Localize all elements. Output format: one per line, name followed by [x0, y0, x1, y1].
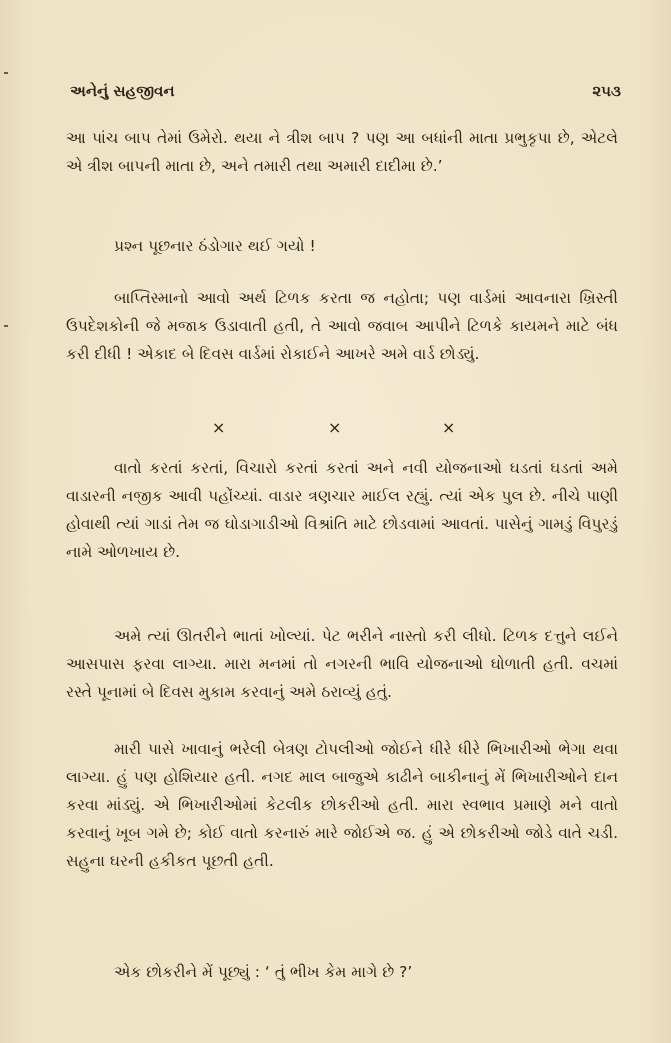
paragraph-1: આ પાંચ બાપ તેમાં ઉમેરો. થયા ને ત્રીશ બાપ ? પણ આ બધાંની માતા પ્રભુકૃપા છે, એટલે એ ત્રીશ બાપની માતા છે, અને તમારી તથા અમારી દાદીમા છે.’: [66, 129, 618, 175]
paragraph-6: મારી પાસે ખાવાનું ભરેલી બેત્રણ ટોપલીઓ જોઈને ધીરે ધીરે ભિખારીઓ ભેગા થવા લાગ્યા. હું પણ હોશિયાર હતી. નગદ માલ બાજુએ કાઢીને બાકીનાનું મેં ભિખારીઓને દાન કરવા માંડ્યું. એ ભિખારીઓમાં કેટલીક છોકરીઓ હતી. મારા સ્વભાવ પ્રમાણે મને વાતો કરવાનું ખૂબ ગમે છે; કોઈ વાતો કરનારું મારે જોઈએ જ. હું એ છોકરીઓ જોડે વાતે ચડી. સહુના ઘરની હકીકત પૂછતી હતી.: [66, 740, 618, 870]
page-edge-mark: [4, 325, 8, 327]
paragraph-7: એક છોકરીને મેં પૂછ્યું : ‘ તું ભીખ કેમ માગે છે ?’: [114, 963, 413, 981]
section-separator: [0, 418, 671, 442]
page-edge-mark: [4, 72, 8, 74]
page-number: ૨૫૩: [592, 82, 621, 100]
separator-mark: ×: [212, 418, 226, 437]
paragraph-4: વાતો કરતાં કરતાં, વિચારો કરતાં કરતાં અને નવી યોજનાઓ ઘડતાં ઘડતાં અમે વાડારની નજીક આવી પહોંચ્યાં. વાડાર ત્રણચાર માઈલ રહ્યું. ત્યાં એક પુલ છે. નીચે પાણી હોવાથી ત્યાં ગાડાં તેમ જ ઘોડાગાડીઓ વિશ્રાંતિ માટે છોડવામાં આવતાં. પાસેનું ગામડું વિપુરડું નામે ઓળખાય છે.: [66, 459, 618, 561]
page-header: [70, 82, 621, 108]
paragraph-2: પ્રશ્ન પૂછનાર ઠંડોગાર થઈ ગયો !: [114, 237, 316, 255]
paragraph-5: અમે ત્યાં ઊતરીને ભાતાં ખોલ્યાં. પેટ ભરીને નાસ્તો કરી લીધો. ટિળક દત્તુને લઈને આસપાસ ફરવા લાગ્યા. મારા મનમાં તો નગરની ભાવિ યોજનાઓ ઘોળાતી હતી. વચમાં રસ્તે પૂનામાં બે દિવસ મુકામ કરવાનું અમે ઠરાવ્યું હતું.: [66, 627, 618, 701]
running-head: અનેનું સહજીવન: [70, 82, 175, 100]
paragraph-3: બાપ્તિસ્માનો આવો અર્થ ટિળક કરતા જ નહોતા; પણ વાર્ડમાં આવનારા ખ્રિસ્તી ઉપદેશકોની જે મજાક ઉડાવાતી હતી, તે આવો જવાબ આપીને ટિળકે કાયમને માટે બંધ કરી દીધી ! એકાદ બે દિવસ વાર્ડમાં રોકાઈને આખરે અમે વાર્ડ છોડ્યું.: [66, 289, 618, 363]
separator-mark: ×: [442, 418, 456, 437]
separator-mark: ×: [328, 418, 342, 437]
